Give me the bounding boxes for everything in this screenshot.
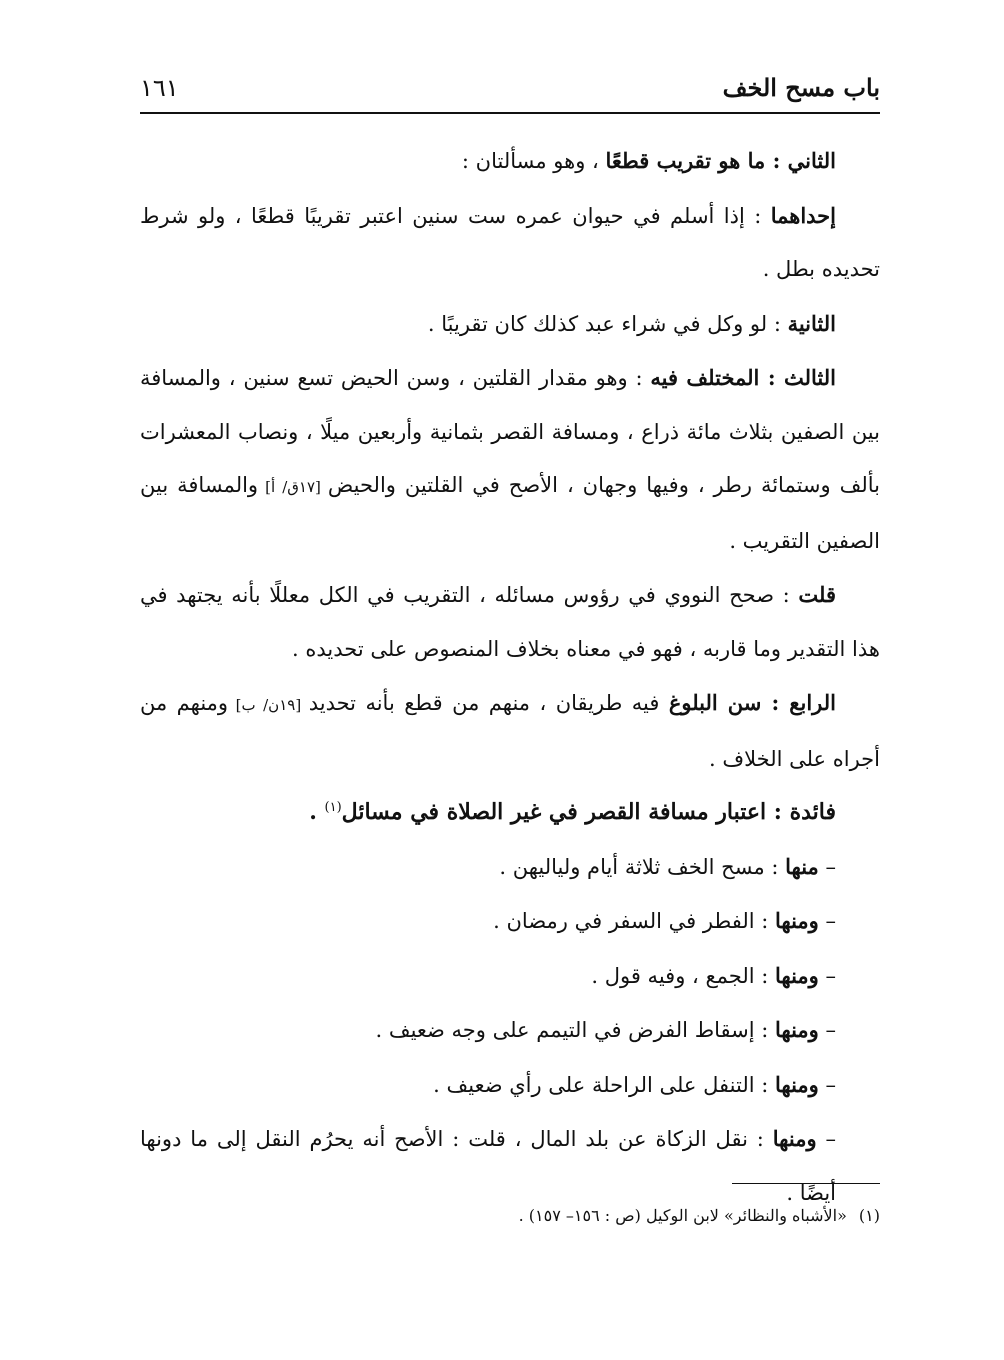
list-item [140, 949, 880, 1004]
paragraph-fourth [140, 676, 880, 786]
paragraph-lead: الثانية [787, 310, 836, 336]
list-lead: ومنها [772, 1126, 817, 1151]
paragraph-lead: الثالث : المختلف فيه [650, 365, 836, 390]
list-lead: ومنها [775, 908, 819, 933]
list-dash: – [818, 909, 836, 933]
list-dash: – [818, 1018, 836, 1042]
footnote-ref[interactable]: (١) [324, 800, 342, 815]
header-rule [140, 112, 880, 114]
manuscript-marker: [١٩ن/ ب] [228, 696, 309, 714]
chapter-title: باب مسح الخف [722, 73, 880, 102]
paragraph-second [140, 134, 880, 189]
faida-text: فائدة : اعتبار مسافة القصر في غير الصلاة في مسائل [341, 799, 836, 825]
paragraph-first-case [140, 189, 880, 297]
list-item [140, 1058, 880, 1113]
paragraph-body: : إذا أسلم في حيوان عمره ست سنين اعتبر تقريبًا قطعًا ، ولو شرط تحديده بطل . [140, 203, 880, 281]
list-lead: ومنها [775, 1017, 819, 1042]
paragraph-qultu [140, 568, 880, 676]
list-dash: – [818, 963, 836, 988]
manuscript-marker: [١٧ق/ أ] [258, 478, 328, 496]
paragraph-body: : لو وكل في شراء عبد كذلك كان تقريبًا . [427, 311, 788, 336]
list-dash: – [818, 854, 836, 879]
list-lead: منها [785, 853, 819, 879]
paragraph-lead: الرابع : سن البلوغ [668, 690, 836, 715]
paragraph-lead: قلت [798, 582, 836, 607]
main-text [140, 134, 880, 1220]
list-body: : إسقاط الفرض في التيمم على وجه ضعيف . [375, 1018, 775, 1042]
list-body: : مسح الخف ثلاثة أيام ولياليهن . [499, 854, 786, 879]
footnote-number: (١) [858, 1206, 880, 1225]
paragraph-body: : صحح النووي في رؤوس مسائله ، التقريب في الكل معللًا بأنه يجتهد في هذا التقدير وما قاربه ، فهو في معناه بخلاف المنصوص على تحديده . [140, 583, 880, 661]
list-dash: – [818, 1072, 836, 1097]
list-item [140, 894, 880, 949]
faida-heading [140, 786, 880, 840]
paragraph-lead: الثاني : ما هو تقريب قطعًا [605, 148, 836, 173]
paragraph-second-case [140, 297, 880, 352]
running-header [140, 70, 880, 110]
page-number: ١٦١ [140, 74, 179, 102]
paragraph-lead: إحداهما [770, 202, 836, 228]
paragraph-body: : وهو مقدار القلتين ، وسن الحيض تسع سنين ، والمسافة بين الصفين بثلاث مائة ذراع ، ومسافة القصر بثمانية وأربعين ميلًا ، ونصاب المعشرات بألف وستمائة رطر ، وفيها وجهان ، الأصح في القلتين والحيض [140, 366, 880, 497]
paragraph-body: والمسافة بين الصفين التقريب . [140, 473, 880, 553]
footnote-rule [732, 1183, 880, 1184]
list-item [140, 840, 880, 895]
paragraph-body: ومنهم من أجراه على الخلاف . [140, 691, 880, 771]
faida-tail: . [309, 799, 325, 825]
list-lead: ومنها [775, 1071, 819, 1097]
list-dash: – [816, 1127, 836, 1151]
footnote [140, 1202, 880, 1230]
list-body: : التنفل على الراحلة على رأي ضعيف . [433, 1072, 775, 1097]
paragraph-body: ، وهو مسألتان : [461, 149, 606, 173]
list-body: : الجمع ، وفيه قول . [591, 963, 775, 988]
paragraph-third [140, 351, 880, 568]
list-item [140, 1003, 880, 1058]
paragraph-body: فيه طريقان ، منهم من قطع بأنه تحديد [308, 691, 669, 715]
footnote-text: «الأشباه والنظائر» لابن الوكيل (ص : ١٥٦– ١٥٧) . [518, 1206, 847, 1225]
list-lead: ومنها [775, 962, 819, 988]
list-body: : الفطر في السفر في رمضان . [493, 909, 775, 933]
list-body: : نقل الزكاة عن بلد المال ، قلت : الأصح أنه يحرُم النقل إلى ما دونها أيضًا . [140, 1127, 836, 1205]
